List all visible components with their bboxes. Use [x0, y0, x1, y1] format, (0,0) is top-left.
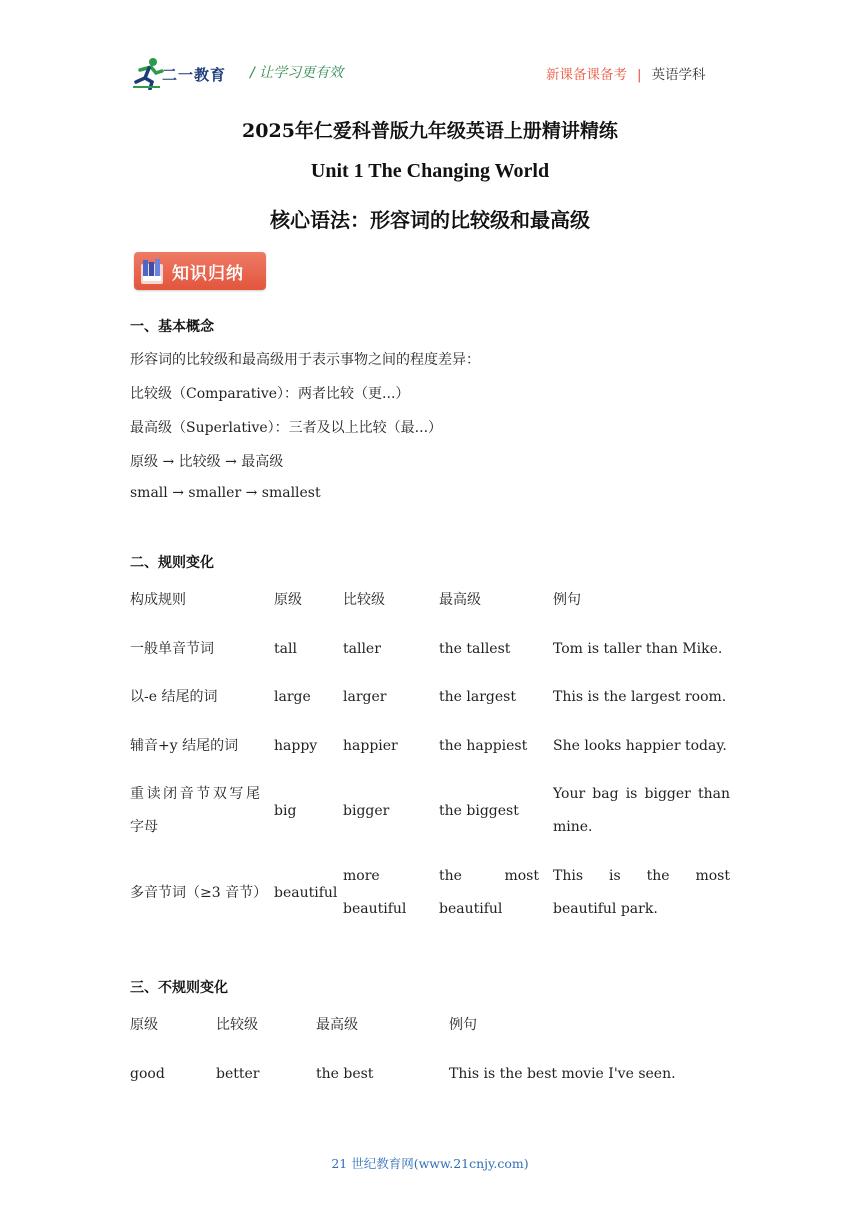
table-cell: 一般单音节词: [130, 641, 214, 657]
section2-heading: 二、规则变化: [130, 555, 214, 571]
header-right: [546, 63, 706, 83]
table-cell: beautiful: [343, 901, 407, 917]
table-cell: happy: [274, 738, 318, 754]
runner-logo-icon: [132, 56, 164, 90]
table-cell: big: [274, 803, 297, 819]
section1-line: 最高级（Superlative）：三者及以上比较（最...）: [130, 420, 443, 436]
table-cell: This is the best movie I've seen.: [449, 1066, 676, 1082]
section1-line: 形容词的比较级和最高级用于表示事物之间的程度差异：: [130, 352, 480, 368]
table-cell: 辅音+y 结尾的词: [130, 738, 239, 754]
table-cell: beautiful: [439, 901, 503, 917]
table-cell: happier: [343, 738, 398, 754]
table-header-cell: 原级: [274, 592, 302, 608]
topic-title: 核心语法：形容词的比较级和最高级: [270, 208, 590, 232]
table-cell: the most: [439, 868, 539, 884]
section1-line: small → smaller → smallest: [130, 485, 321, 501]
table-header-cell: 比较级: [216, 1017, 258, 1033]
table-cell: beautiful: [274, 885, 338, 901]
slogan: / 让学习更有效: [250, 65, 344, 81]
table-cell: tall: [274, 641, 297, 657]
unit-title: Unit 1 The Changing World: [310, 160, 550, 182]
table-cell: Tom is taller than Mike.: [553, 641, 723, 657]
section3-heading: 三、不规则变化: [130, 980, 228, 996]
books-icon: [138, 256, 166, 286]
table-cell: bigger: [343, 803, 390, 819]
logo: [132, 56, 242, 90]
table-header-cell: 例句: [553, 592, 581, 608]
table-header-cell: 最高级: [316, 1017, 358, 1033]
table-cell: Your bag is bigger than: [553, 786, 730, 802]
table-cell: the biggest: [439, 803, 519, 819]
table-cell: better: [216, 1066, 260, 1082]
table-header-cell: 最高级: [439, 592, 481, 608]
header-separator: |: [637, 67, 642, 83]
table-cell: good: [130, 1066, 165, 1082]
header-subject: 英语学科: [651, 67, 706, 83]
section1-line: 比较级（Comparative）：两者比较（更...）: [130, 386, 410, 402]
table-cell: 字母: [130, 819, 158, 835]
table-cell: 重读闭音节双写尾: [130, 786, 260, 802]
table-cell: She looks happier today.: [553, 738, 727, 754]
page-title: 2025年仁爱科普版九年级英语上册精讲精练: [242, 120, 618, 142]
section1-line: 原级 → 比较级 → 最高级: [130, 454, 284, 470]
table-cell: the tallest: [439, 641, 511, 657]
table-cell: the best: [316, 1066, 374, 1082]
table-header-cell: 例句: [449, 1017, 477, 1033]
table-header-cell: 比较级: [343, 592, 385, 608]
table-cell: larger: [343, 689, 387, 705]
footer-text: 21 世纪教育网(www.21cnjy.com): [331, 1156, 529, 1171]
table-cell: This is the most: [553, 868, 730, 884]
table-cell: more: [343, 868, 380, 884]
table-cell: beautiful park.: [553, 901, 658, 917]
table-cell: This is the largest room.: [553, 689, 727, 705]
table-cell: the happiest: [439, 738, 528, 754]
table-cell: taller: [343, 641, 381, 657]
table-cell: 多音节词（≥3 音节）: [130, 885, 268, 901]
table-cell: mine.: [553, 819, 593, 835]
table-header-cell: 原级: [130, 1017, 158, 1033]
knowledge-badge: [134, 252, 266, 290]
table-header-cell: 构成规则: [130, 592, 186, 608]
table-cell: the largest: [439, 689, 516, 705]
badge-label: 知识归纳: [172, 264, 244, 284]
header-tagline: 新课备课备考: [546, 67, 627, 83]
table-cell: large: [274, 689, 311, 705]
section1-heading: 一、基本概念: [130, 319, 214, 335]
logo-text: 二一教育: [162, 66, 227, 84]
table-cell: 以-e 结尾的词: [130, 689, 218, 705]
